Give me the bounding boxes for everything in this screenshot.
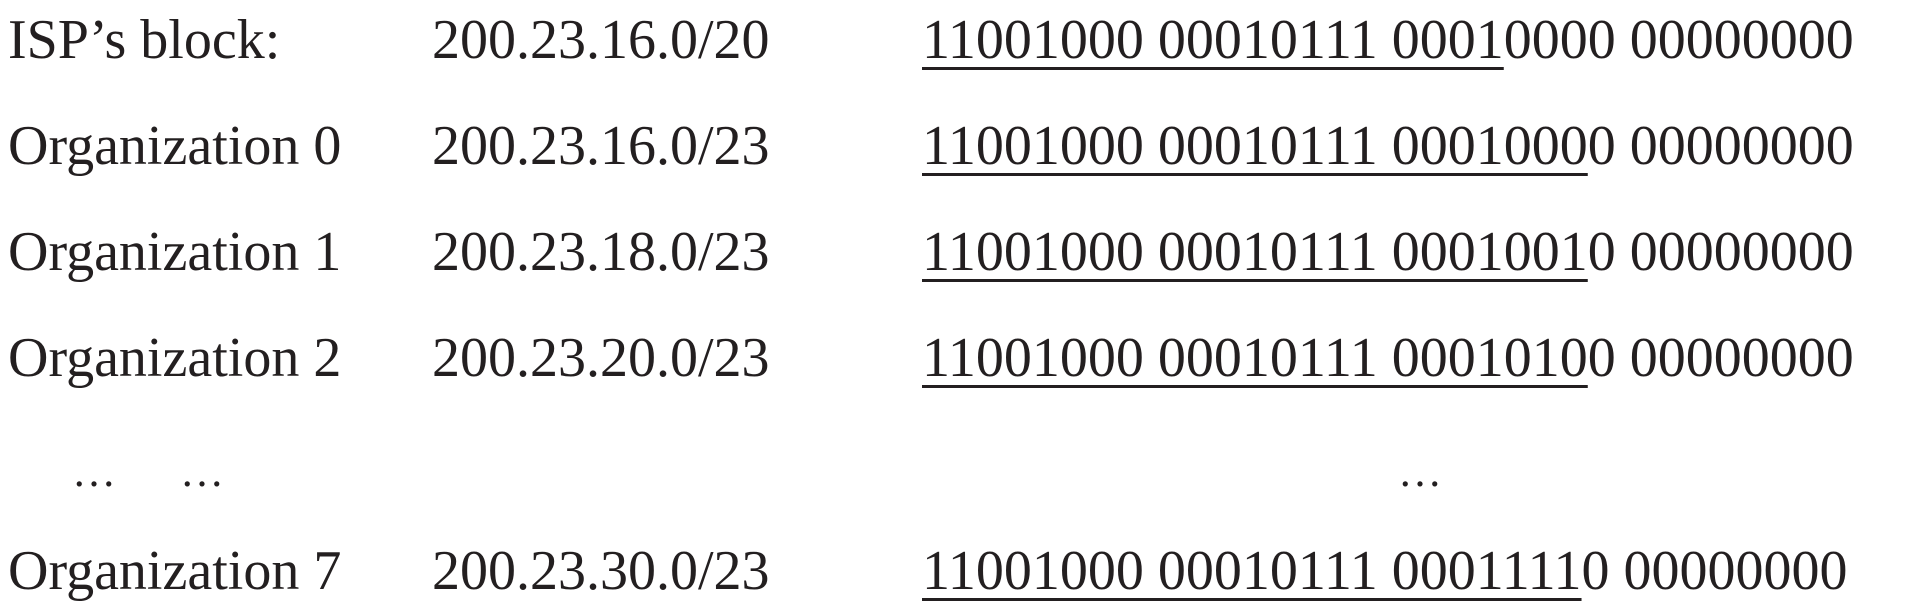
network-prefix-bits: 11001000 00010111 0001	[922, 9, 1504, 71]
row-label: ISP’s block:	[8, 9, 281, 71]
host-bits: 0 00000000	[1587, 115, 1854, 177]
network-prefix-bits: 11001000 00010111 0001001	[922, 221, 1588, 283]
cidr-address: 200.23.16.0/20	[432, 9, 770, 71]
cidr-address: 200.23.20.0/23	[432, 327, 770, 389]
cidr-address: 200.23.18.0/23	[432, 221, 770, 283]
host-bits: 0 00000000	[1581, 540, 1848, 602]
binary-address	[922, 323, 1854, 393]
host-bits: 0 00000000	[1587, 327, 1854, 389]
organization-1-row	[0, 217, 1920, 287]
omitted-rows-ellipsis	[0, 437, 1920, 507]
network-prefix-bits: 11001000 00010111 0001111	[922, 540, 1582, 602]
organization-7-row	[0, 536, 1920, 606]
binary-address	[922, 5, 1854, 75]
binary-address	[922, 536, 1848, 606]
isp-block-row	[0, 5, 1920, 75]
ellipsis-label: …	[72, 447, 116, 496]
row-label: Organization 7	[8, 540, 342, 602]
ellipsis-binary: …	[1398, 447, 1442, 496]
binary-address	[922, 217, 1854, 287]
network-prefix-bits: 11001000 00010111 0001010	[922, 327, 1588, 389]
cidr-address: 200.23.30.0/23	[432, 540, 770, 602]
network-prefix-bits: 11001000 00010111 0001000	[922, 115, 1588, 177]
host-bits: 0 00000000	[1587, 221, 1854, 283]
organization-0-row	[0, 111, 1920, 181]
row-label: Organization 0	[8, 115, 342, 177]
ellipsis-cidr: …	[180, 447, 224, 496]
row-label: Organization 2	[8, 327, 342, 389]
row-label: Organization 1	[8, 221, 342, 283]
binary-address	[922, 111, 1854, 181]
host-bits: 0000 00000000	[1503, 9, 1854, 71]
cidr-address: 200.23.16.0/23	[432, 115, 770, 177]
organization-2-row	[0, 323, 1920, 393]
